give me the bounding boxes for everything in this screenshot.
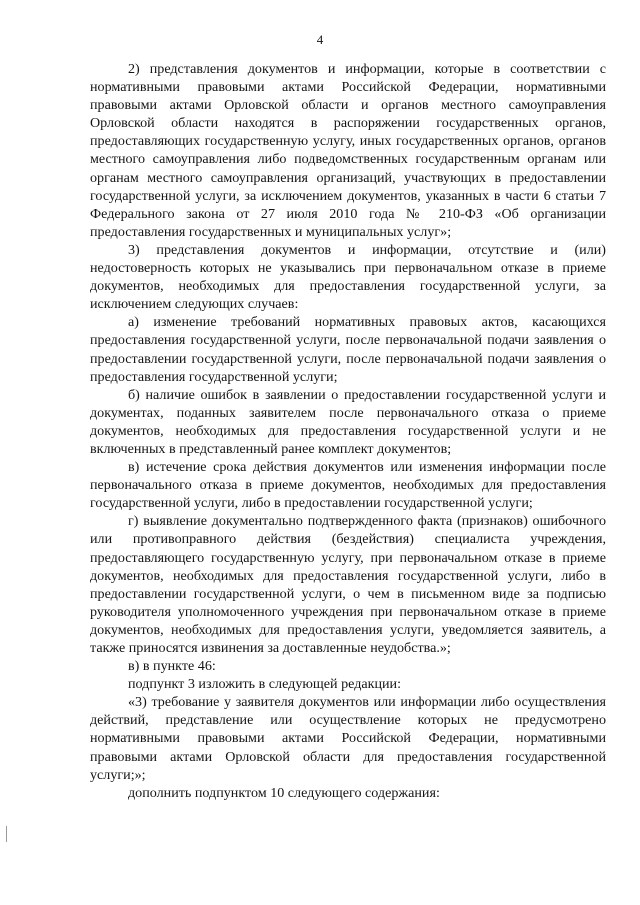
paragraph-item-2: 2) представления документов и информации, которые в соответствии с нормативными правовыми актами Российской Федерации, нормативными правовыми актами Орловской области и органов местного самоуправления Орловской области находятся в распоряжении государственных органов, предоставляющих государственную услугу, иных государственных органов, органов местного самоуправления либо подведомственных государственным органам или органам местного самоуправления организаций, участвующих в предоставлении государственной услуги, за исключением документов, указанных в части 6 статьи 7 Федерального закона от 27 июля 2010 года № 210-ФЗ «Об организации предоставления государственных и муниципальных услуг»; bbox=[90, 61, 606, 240]
paragraph-subitem-g: г) выявление документально подтвержденного факта (признаков) ошибочного или противоправного действия (бездействия) специалиста учреждения, предоставляющего государственную услугу, при первоначальном отказе в приеме документов, необходимых для предоставления государственной услуги, либо в предоставлении государственной услуги, о чем в письменном виде за подписью руководителя уполномоченного учреждения при первоначальном отказе в приеме документов, необходимых для предоставления услуги, уведомляется заявитель, а также приносятся извинения за доставленные неудобства.»; bbox=[90, 513, 606, 656]
page-number: 4 bbox=[316, 32, 324, 47]
paragraph-subitem-a: а) изменение требований нормативных правовых актов, касающихся предоставления государственной услуги, после первоначальной подачи заявления о предоставлении государственной услуги, после первоначальной подачи заявления о предоставления государственной услуги; bbox=[90, 314, 606, 385]
paragraph-subpoint-3-text: «3) требование у заявителя документов или информации либо осуществления действий, представление или осуществление которых не предусмотрено нормативными правовыми актами Российской Федерации, нормативными правовыми актами Орловской области для предоставления государственной услуги;»; bbox=[90, 694, 606, 783]
paragraph-point-46: в) в пункте 46: bbox=[128, 658, 216, 675]
document-body bbox=[90, 60, 606, 802]
paragraph-subpoint-3-intro: подпункт 3 изложить в следующей редакции: bbox=[128, 676, 402, 693]
paragraph-subitem-v: в) истечение срока действия документов или изменения информации после первоначального отказа в приеме документов, необходимых для предоставления государственной услуги, либо в предоставлении государственной услуги; bbox=[90, 459, 606, 512]
scan-margin-mark bbox=[6, 826, 7, 842]
paragraph-subitem-b: б) наличие ошибок в заявлении о предоставлении государственной услуги и документах, поданных заявителем после первоначального отказа о приеме документов, необходимых для предоставления государственной услуги и не включенных в представленный ранее комплект документов; bbox=[90, 386, 606, 457]
paragraph-item-3: 3) представления документов и информации, отсутствие и (или) недостоверность которых не указывались при первоначальном отказе в приеме документов, необходимых для предоставления государственной услуги, за исключением следующих случаев: bbox=[90, 241, 606, 313]
paragraph-subpoint-10-intro: дополнить подпунктом 10 следующего содержания: bbox=[128, 784, 440, 801]
